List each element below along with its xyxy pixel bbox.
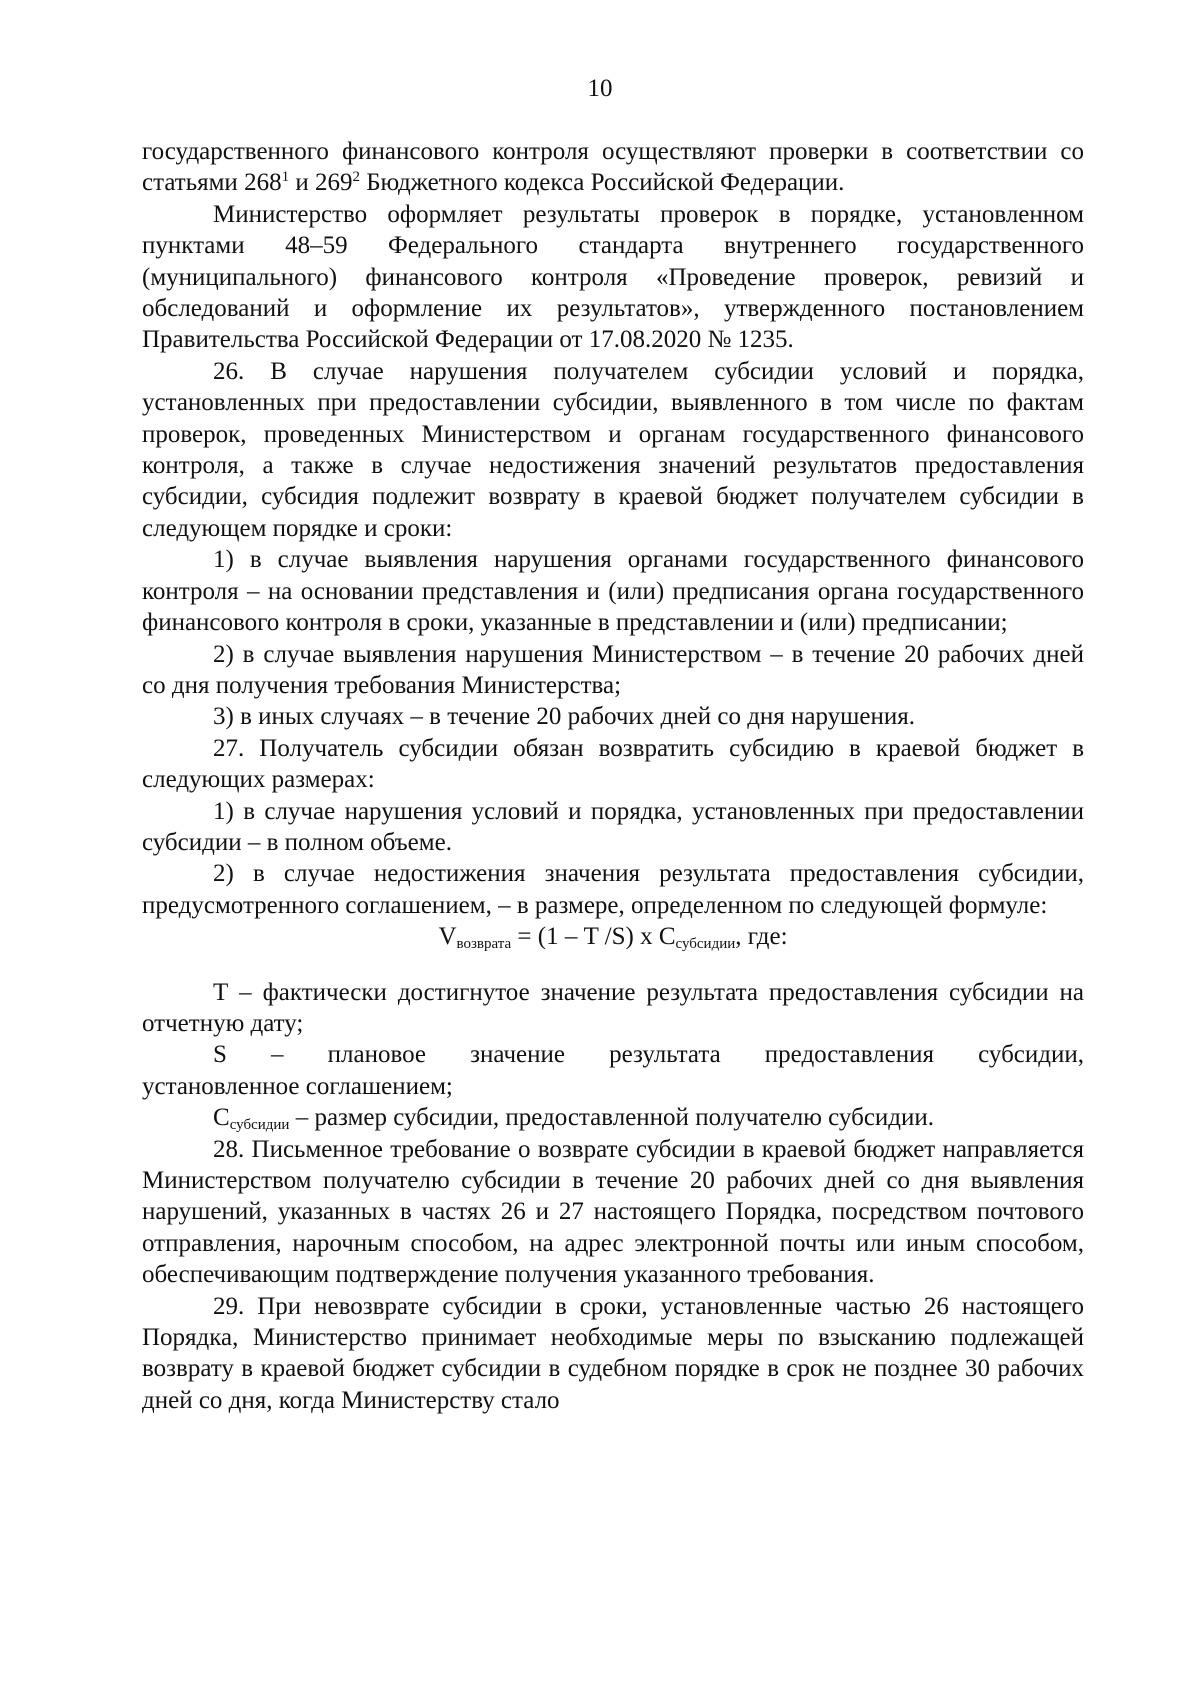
paragraph-26: 26. В случае нарушения получателем субсидии условий и порядка, установленных при предоставлении субсидии, выявленного в том числе по фактам проверок, проведенных Министерством и органам государственного финансового контроля, а также в случае недостижения значений результатов предоставления субсидии, субсидия подлежит возврату в краевой бюджет получателем субсидии в следующем порядке и сроки: bbox=[142, 357, 1084, 542]
paragraph-0: государственного финансового контроля осуществляют проверки в соответствии со статьями $268^1$ и $269^2$ Бюджетного кодекса Российской Федерации. bbox=[142, 138, 1084, 197]
paragraph-1: Министерство оформляет результаты проверок в порядке, установленном пунктами 48–59 Федерального стандарта внутреннего государственного (муниципального) финансового контроля «Проведение проверок, ревизий и обследований и оформление их результатов», утвержденного постановлением Правительства Российской Федерации от 17.08.2020 № 1235. bbox=[142, 200, 1084, 354]
paragraph-27-item-1: 1) в случае нарушения условий и порядка, установленных при предоставлении субсидии – в полном объеме. bbox=[142, 797, 1084, 856]
paragraph-27: 27. Получатель субсидии обязан возвратить субсидию в краевой бюджет в следующих размерах: bbox=[142, 734, 1084, 794]
definition-t: Т – фактически достигнутое значение результата предоставления субсидии на отчетную дату; bbox=[142, 978, 1084, 1037]
paragraph-26-item-2: 2) в случае выявления нарушения Министерством – в течение 20 рабочих дней со дня получения требования Министерства; bbox=[142, 640, 1084, 699]
definition-s: S – плановое значение результата предоставления субсидии, bbox=[213, 1041, 1084, 1069]
page-number: 10 bbox=[587, 75, 613, 102]
paragraph-29: 29. При невозврате субсидии в сроки, установленные частью 26 настоящего Порядка, Министерство принимает необходимые меры по взысканию подлежащей возврату в краевой бюджет субсидии в судебном порядке в срок не позднее 30 рабочих дней со дня, когда Министерству стало bbox=[142, 1292, 1084, 1414]
paragraph-26-item-1: 1) в случае выявления нарушения органами государственного финансового контроля – на основании представления и (или) предписания органа государственного финансового контроля в сроки, указанные в представлении и (или) предписании; bbox=[142, 546, 1084, 637]
definition-s-continued: установленное соглашением; bbox=[142, 1072, 453, 1100]
paragraph-28: 28. Письменное требование о возврате субсидии в краевой бюджет направляется Министерством получателю субсидии в течение 20 рабочих дней со дня выявления нарушений, указанных в частях 26 и 27 настоящего Порядка, посредством почтового отправления, нарочным способом, на адрес электронной почты или иным способом, обеспечивающим подтверждение получения указанного требования. bbox=[142, 1135, 1084, 1289]
document-body bbox=[142, 136, 1084, 1416]
paragraph-26-item-3: 3) в иных случаях – в течение 20 рабочих дней со дня нарушения. bbox=[213, 703, 916, 731]
return-formula: $V_{возврата} = (1 - T$ /S) x $C_{субсидии}$, где: bbox=[438, 923, 788, 953]
definition-c: $С_{субсидии}$ – размер субсидии, предоставленной получателю субсидии. bbox=[213, 1104, 935, 1134]
paragraph-27-item-2: 2) в случае недостижения значения результата предоставления субсидии, предусмотренного соглашением, – в размере, определенном по следующей формуле: bbox=[142, 860, 1084, 919]
